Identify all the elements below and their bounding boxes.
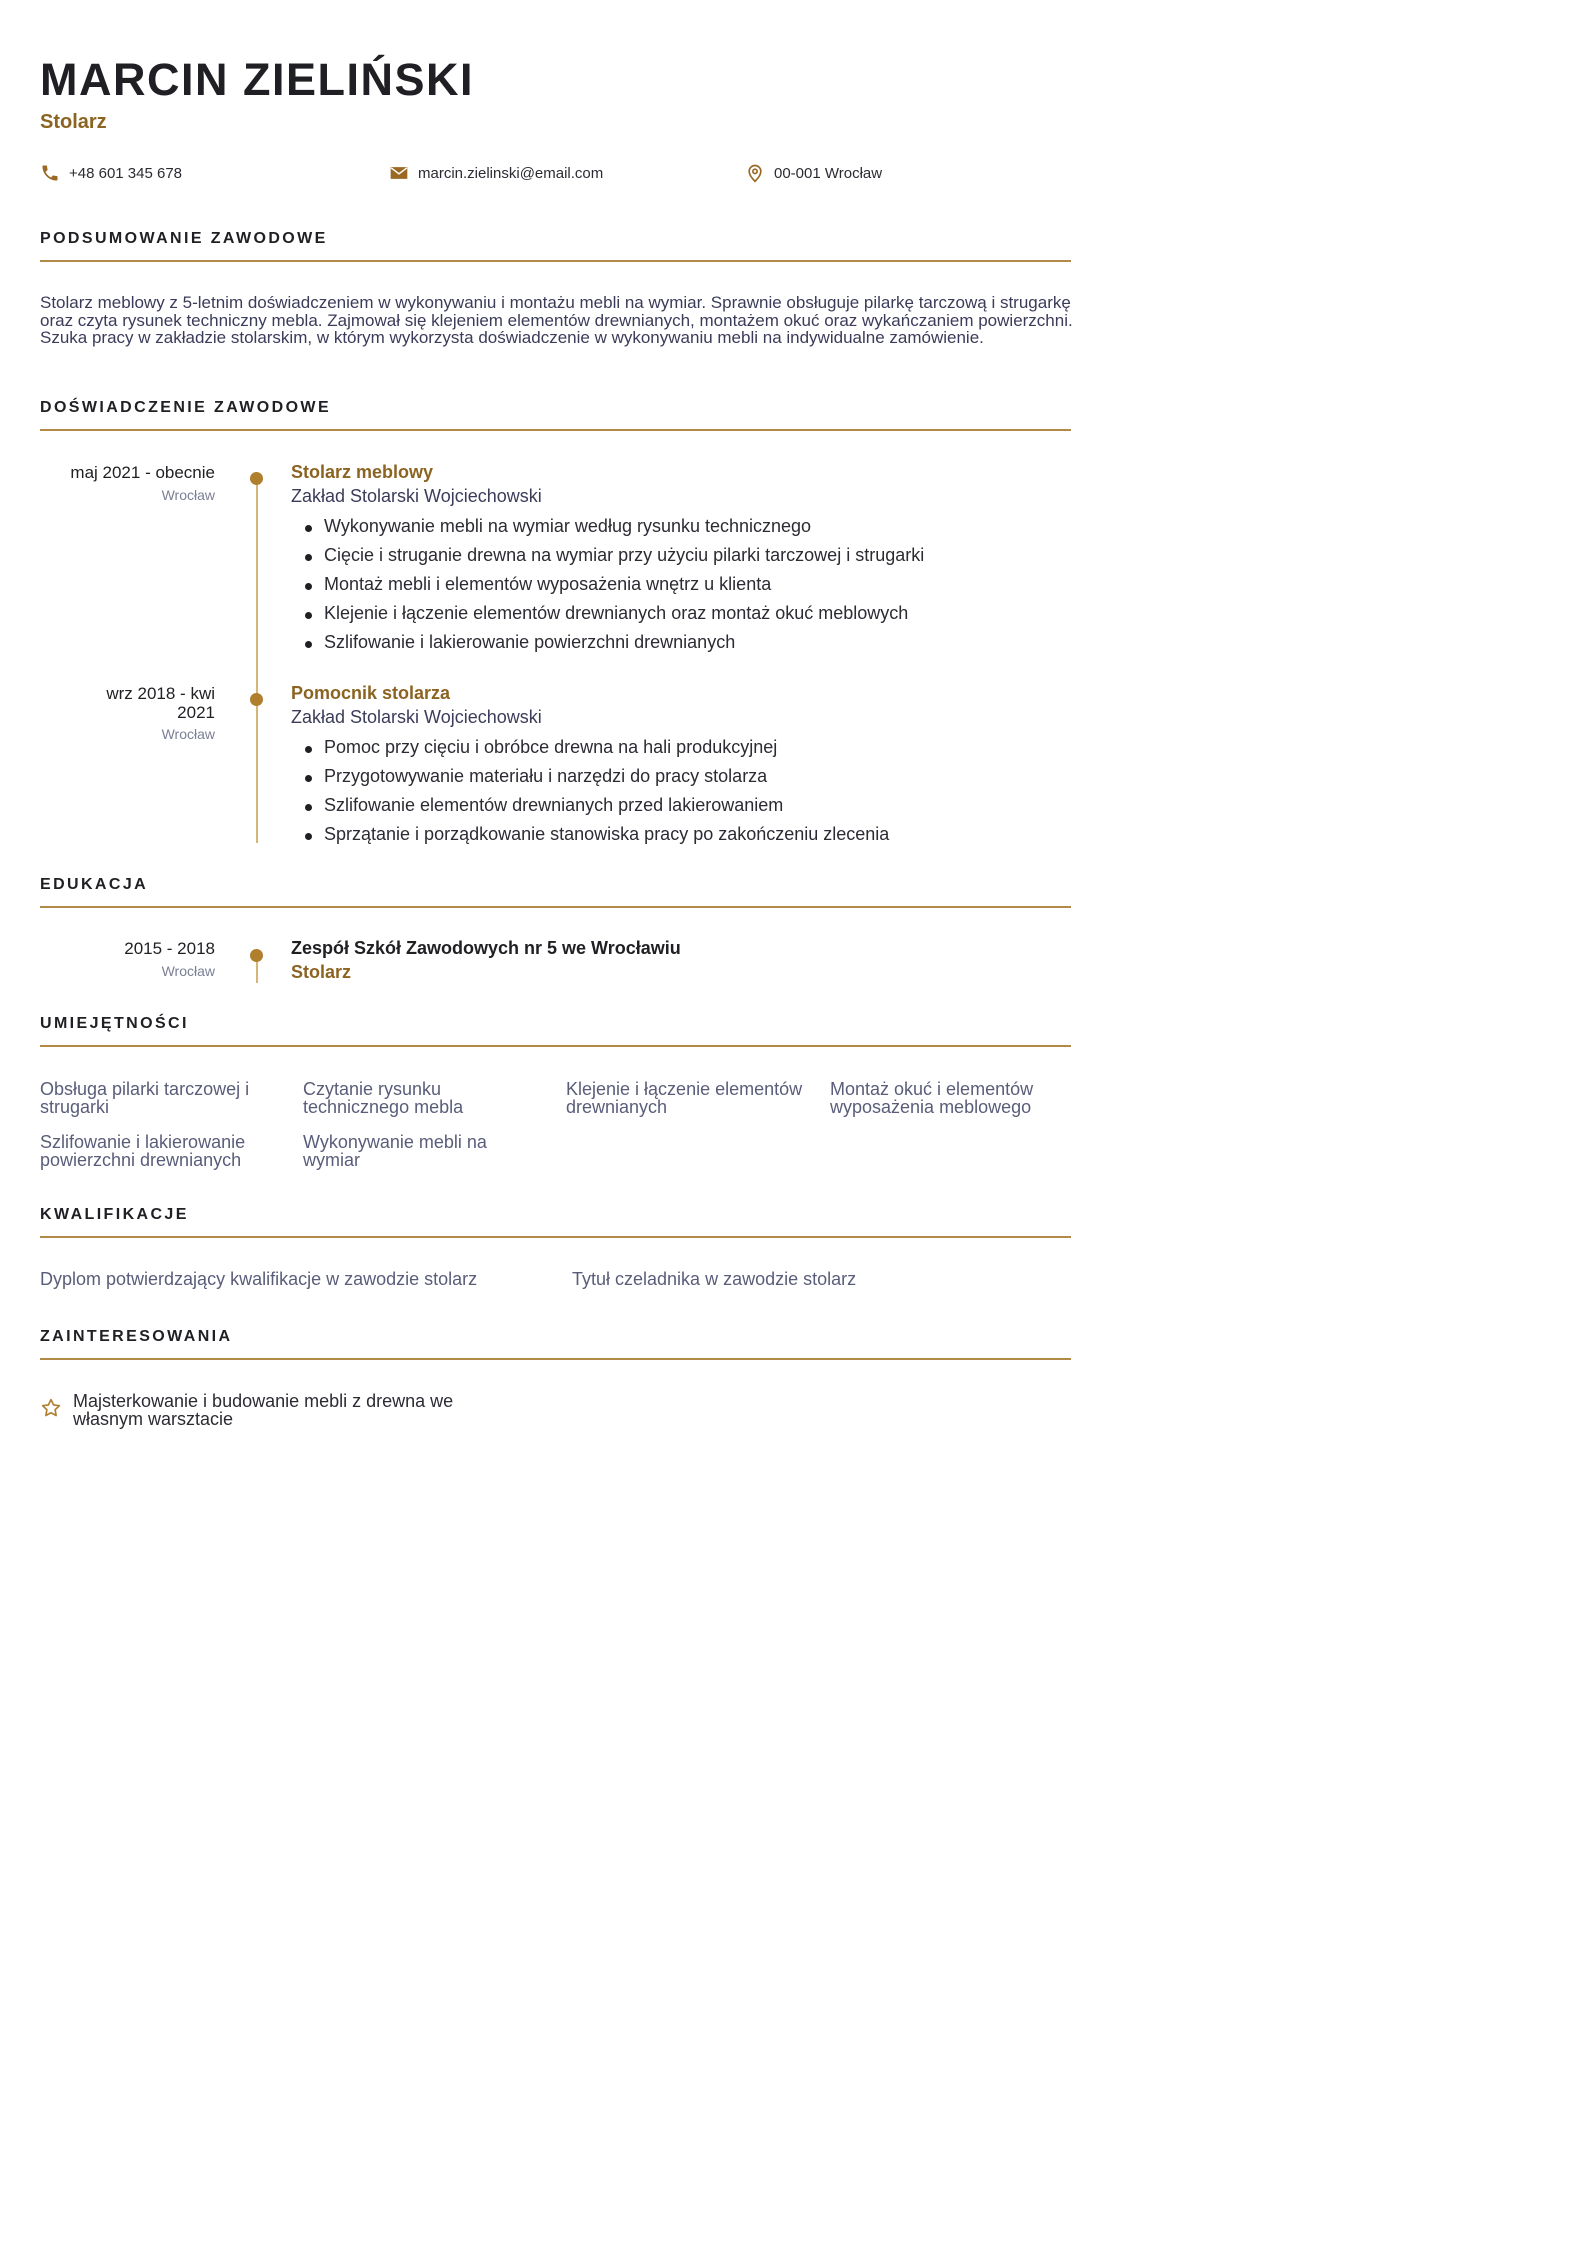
job-dates: maj 2021 - obecnie [70, 463, 215, 482]
experience-timeline-line [256, 479, 258, 843]
skill-item: Montaż okuć i elementów wyposażenia meblowego [830, 1079, 1034, 1117]
interest-text: Majsterkowanie i budowanie mebli z drewna we własnym warsztacie [73, 1391, 454, 1429]
timeline-dot [250, 472, 263, 485]
duty-item: Szlifowanie elementów drewnianych przed lakierowaniem [291, 795, 889, 824]
interests-divider [40, 1358, 1071, 1360]
envelope-icon [389, 163, 409, 183]
skill-item: Obsługa pilarki tarczowej i strugarki [40, 1079, 250, 1117]
skill-item: Klejenie i łączenie elementów drewnianych [566, 1079, 803, 1117]
duty-item: Przygotowywanie materiału i narzędzi do pracy stolarza [291, 766, 889, 795]
location-text: 00-001 Wrocław [774, 164, 883, 182]
education-location: Wrocław [161, 963, 215, 979]
duty-item: Montaż mebli i elementów wyposażenia wnętrz u klienta [291, 574, 924, 603]
job-dates: wrz 2018 - kwi 2021 [106, 684, 215, 722]
experience-heading: DOŚWIADCZENIE ZAWODOWE [40, 399, 332, 416]
duty-item: Pomoc przy cięciu i obróbce drewna na hali produkcyjnej [291, 737, 889, 766]
job-company: Zakład Stolarski Wojciechowski [291, 707, 542, 727]
skill-item: Wykonywanie mebli na wymiar [303, 1132, 487, 1170]
job-position: Stolarz meblowy [291, 462, 434, 482]
job-duties-list [291, 737, 889, 853]
candidate-role: Stolarz [40, 111, 107, 133]
resume-page [0, 0, 1110, 1570]
skill-item: Szlifowanie i lakierowanie powierzchni drewnianych [40, 1132, 246, 1170]
job-company: Zakład Stolarski Wojciechowski [291, 486, 542, 506]
star-icon [40, 1397, 62, 1419]
job-location: Wrocław [161, 726, 215, 742]
summary-text: Stolarz meblowy z 5-letnim doświadczeniem w wykonywaniu i montażu mebli na wymiar. Sprawnie obsługuje pilarkę tarczową i strugarkę oraz czyta rysunek techniczny mebla. Zajmował się klejeniem elementów drewnianych, montażem okuć oraz wykańczaniem powierzchni. Szuka pracy w zakładzie stolarskim, w którym wykorzysta doświadczenie w wykonywaniu mebli na indywidualne zamówienie. [40, 293, 1073, 348]
candidate-name: MARCIN ZIELIŃSKI [40, 54, 474, 105]
duty-item: Szlifowanie i lakierowanie powierzchni drewnianych [291, 632, 924, 661]
degree-name: Stolarz [291, 962, 352, 982]
qualification-item: Dyplom potwierdzający kwalifikacje w zawodzie stolarz [40, 1269, 478, 1289]
skill-item: Czytanie rysunku technicznego mebla [303, 1079, 464, 1117]
qualification-item: Tytuł czeladnika w zawodzie stolarz [572, 1269, 857, 1289]
qualifications-heading: KWALIFIKACJE [40, 1206, 189, 1223]
education-divider [40, 906, 1071, 908]
education-dates: 2015 - 2018 [124, 939, 215, 958]
contact-email [389, 163, 603, 183]
duty-item: Sprzątanie i porządkowanie stanowiska pracy po zakończeniu zlecenia [291, 824, 889, 853]
education-heading: EDUKACJA [40, 876, 149, 893]
duty-item: Wykonywanie mebli na wymiar według rysunku technicznego [291, 516, 924, 545]
timeline-dot [250, 949, 263, 962]
duty-item: Cięcie i struganie drewna na wymiar przy użyciu pilarki tarczowej i strugarki [291, 545, 924, 574]
job-location: Wrocław [161, 487, 215, 503]
interest-item [40, 1392, 513, 1428]
duty-item: Klejenie i łączenie elementów drewnianych oraz montaż okuć meblowych [291, 603, 924, 632]
timeline-dot [250, 693, 263, 706]
phone-text: +48 601 345 678 [69, 164, 183, 182]
school-name: Zespół Szkół Zawodowych nr 5 we Wrocławiu [291, 938, 681, 958]
summary-heading: PODSUMOWANIE ZAWODOWE [40, 230, 328, 247]
contact-location [745, 163, 882, 183]
map-pin-icon [745, 163, 765, 183]
contact-phone [40, 163, 182, 183]
job-duties-list [291, 516, 924, 661]
skills-divider [40, 1045, 1071, 1047]
phone-icon [40, 163, 60, 183]
job-position: Pomocnik stolarza [291, 683, 451, 703]
email-text: marcin.zielinski@email.com [418, 164, 604, 182]
experience-divider [40, 429, 1071, 431]
summary-divider [40, 260, 1071, 262]
qualifications-divider [40, 1236, 1071, 1238]
skills-heading: UMIEJĘTNOŚCI [40, 1015, 189, 1032]
interests-heading: ZAINTERESOWANIA [40, 1328, 233, 1345]
